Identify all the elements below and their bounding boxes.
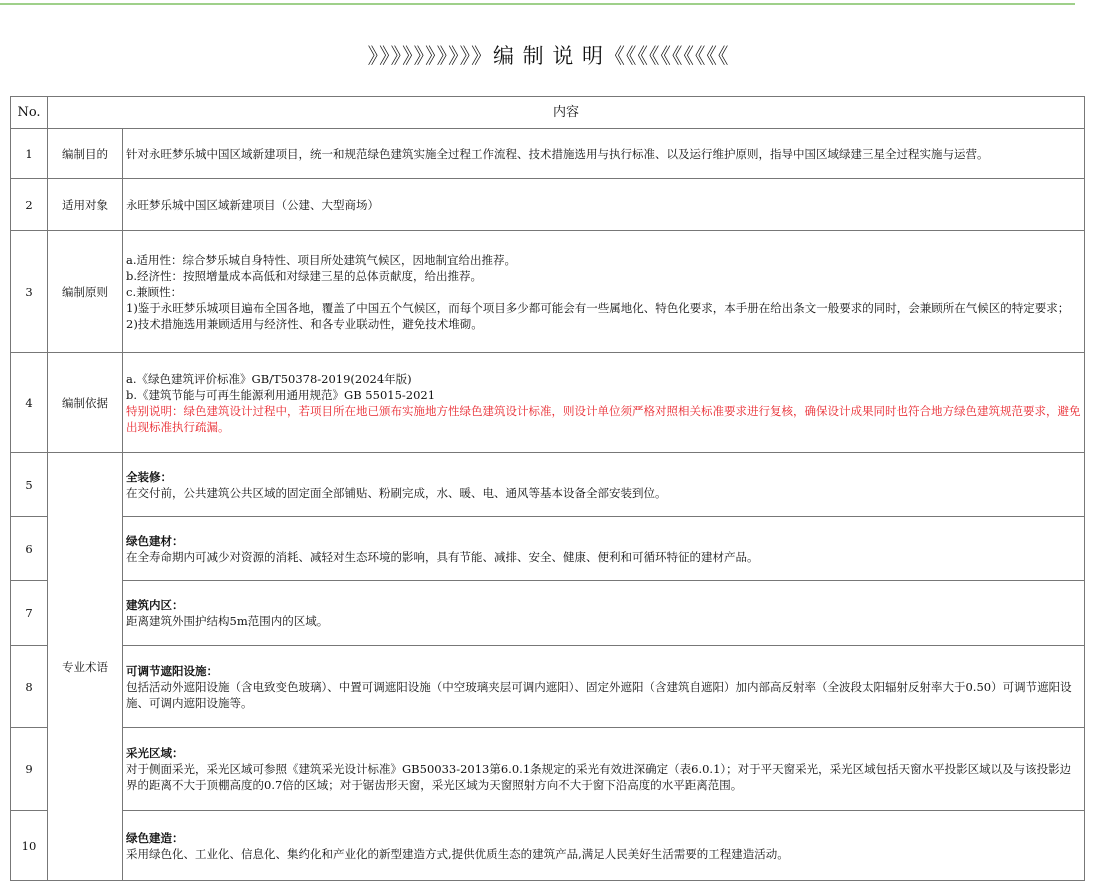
term-title: 建筑内区： [126, 598, 184, 612]
row-no: 6 [11, 517, 48, 581]
table-row [11, 581, 1085, 646]
term-desc: 采用绿色化、工业化、信息化、集约化和产业化的新型建造方式,提供优质生态的建筑产品,满足人民美好生活需要的工程建造活动。 [126, 846, 789, 861]
row-no: 7 [11, 581, 48, 646]
table-row [11, 811, 1085, 881]
table-row [11, 728, 1085, 811]
term-desc: 包括活动外遮阳设施（含电致变色玻璃）、中置可调遮阳设施（中空玻璃夹层可调内遮阳）、固定外遮阳（含建筑自遮阳）加内部高反射率（全波段太阳辐射反射率大于0.50）可调节遮阳设施、可调内遮阳设施等。 [126, 679, 1072, 710]
row-no: 5 [11, 453, 48, 517]
row-content [123, 646, 1085, 728]
row-content [123, 581, 1085, 646]
term-title: 采光区域： [126, 746, 184, 760]
row-content: 永旺梦乐城中国区域新建项目（公建、大型商场） [123, 179, 1085, 231]
description-table [10, 96, 1085, 881]
row-content: 针对永旺梦乐城中国区域新建项目，统一和规范绿色建筑实施全过程工作流程、技术措施选用与执行标准、以及运行维护原则，指导中国区域绿建三星全过程实施与运营。 [123, 129, 1085, 179]
row-category: 编制依据 [48, 353, 123, 453]
table-row [11, 179, 1085, 231]
row-content [123, 231, 1085, 353]
row-content [123, 353, 1085, 453]
content-line: c.兼顾性： [126, 284, 183, 299]
row-no: 3 [11, 231, 48, 353]
row-no: 1 [11, 129, 48, 179]
term-desc: 距离建筑外围护结构5m范围内的区域。 [126, 614, 329, 628]
row-category: 编制原则 [48, 231, 123, 353]
page-title: 》》》》》》》》》》编 制 说 明《《《《《《《《《《 [367, 44, 730, 68]
row-no: 2 [11, 179, 48, 231]
term-title: 绿色建造： [126, 830, 184, 845]
row-content [123, 728, 1085, 811]
content-line: 2)技术措施选用兼顾适用与经济性、和各专业联动性，避免技术堆砌。 [126, 316, 483, 331]
top-divider [0, 3, 1075, 5]
table-row [11, 231, 1085, 353]
row-content [123, 517, 1085, 581]
row-category: 编制目的 [48, 129, 123, 179]
table-row [11, 517, 1085, 581]
table-row [11, 353, 1085, 453]
term-desc: 在全寿命期内可减少对资源的消耗、减轻对生态环境的影响，具有节能、减排、安全、健康、便利和可循环特征的建材产品。 [126, 549, 759, 564]
header-no: No. [11, 97, 48, 129]
row-category: 专业术语 [48, 453, 123, 881]
row-content [123, 453, 1085, 517]
row-content [123, 811, 1085, 881]
content-line: b.经济性：按照增量成本高低和对绿建三星的总体贡献度，给出推荐。 [126, 268, 483, 283]
header-content: 内容 [48, 97, 1085, 129]
row-no: 9 [11, 728, 48, 811]
term-title: 可调节遮阳设施： [126, 663, 218, 678]
content-line: a.《绿色建筑评价标准》GB/T50378-2019(2024年版) [126, 371, 412, 386]
table-row [11, 129, 1085, 179]
content-line: 1)鉴于永旺梦乐城项目遍布全国各地，覆盖了中国五个气候区，而每个项目多少都可能会有一些属地化、特色化要求，本手册在给出条文一般要求的同时，会兼顾所在气候区的特定要求； [126, 300, 1070, 315]
row-no: 10 [11, 811, 48, 881]
table-row [11, 453, 1085, 517]
term-desc: 在交付前，公共建筑公共区域的固定面全部铺贴、粉刷完成，水、暖、电、通风等基本设备全部安装到位。 [126, 485, 667, 500]
content-line: b.《建筑节能与可再生能源利用通用规范》GB 55015-2021 [126, 387, 436, 402]
row-no: 8 [11, 646, 48, 728]
term-title: 全装修： [126, 469, 172, 484]
row-no: 4 [11, 353, 48, 453]
row-category: 适用对象 [48, 179, 123, 231]
table-header [11, 97, 1085, 129]
term-title: 绿色建材： [126, 533, 184, 548]
content-line: a.适用性：综合梦乐城自身特性、项目所处建筑气候区，因地制宜给出推荐。 [126, 252, 517, 267]
term-desc: 对于侧面采光，采光区域可参照《建筑采光设计标准》GB50033-2013第6.0.1条规定的采光有效进深确定（表6.0.1）；对于平天窗采光，采光区域包括天窗水平投影区域以及与该投影边界的距离不大于顶棚高度的0.7倍的区域；对于锯齿形天窗，采光区域为天窗照射方向不大于窗下沿高度的水平距离范围。 [126, 762, 1072, 792]
special-note: 特别说明：绿色建筑设计过程中，若项目所在地已颁布实施地方性绿色建筑设计标准，则设计单位须严格对照相关标准要求进行复核，确保设计成果同时也符合地方绿色建筑规范要求，避免出现标准执行疏漏。 [126, 403, 1081, 434]
table-row [11, 646, 1085, 728]
